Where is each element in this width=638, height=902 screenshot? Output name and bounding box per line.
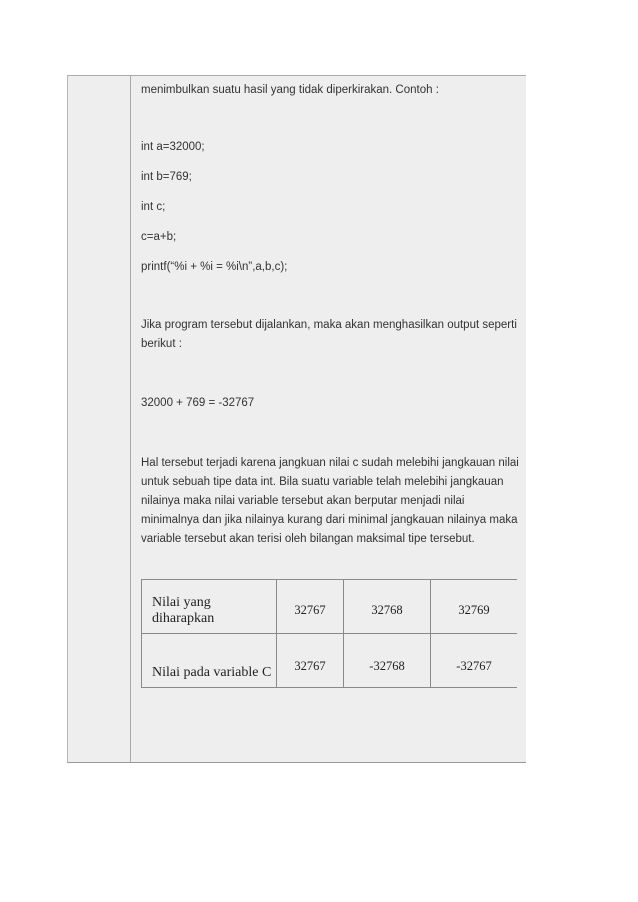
table-cell xyxy=(431,580,517,633)
table-cell xyxy=(277,634,344,687)
table-row xyxy=(142,634,517,687)
paragraph-line: berikut : xyxy=(141,338,182,350)
cell-value: 32767 xyxy=(294,659,326,673)
code-line: c=a+b; xyxy=(141,231,177,243)
cell-value: -32768 xyxy=(369,659,405,673)
table-cell xyxy=(344,634,431,687)
row-label: Nilai pada variable C xyxy=(152,665,272,680)
paragraph-line: Jika program tersebut dijalankan, maka akan menghasilkan output seperti xyxy=(141,319,517,331)
table-row xyxy=(142,580,517,634)
code-line: printf(“%i + %i = %i\n”,a,b,c); xyxy=(141,261,288,273)
row-label: Nilai yang diharapkan xyxy=(152,595,215,626)
code-line: int a=32000; xyxy=(141,141,205,153)
paragraph-line: nilainya maka nilai variable tersebut akan berputar menjadi nilai xyxy=(141,495,465,507)
paragraph-line: minimalnya dan jika nilainya kurang dari minimal jangkauan nilainya maka xyxy=(141,514,518,526)
table-cell xyxy=(431,634,517,687)
comparison-table xyxy=(141,579,517,688)
code-line: int c; xyxy=(141,201,166,213)
paragraph-line: variable tersebut akan terisi oleh bilangan maksimal tipe tersebut. xyxy=(141,533,475,545)
table-cell xyxy=(344,580,431,633)
intro-text: menimbulkan suatu hasil yang tidak diperkirakan. Contoh : xyxy=(141,84,439,96)
cell-value: -32767 xyxy=(456,659,492,673)
cell-value: 32769 xyxy=(458,603,490,617)
cell-value: 32767 xyxy=(294,603,326,617)
cell-value: 32768 xyxy=(371,603,403,617)
left-column xyxy=(68,76,131,762)
code-line: int b=769; xyxy=(141,171,192,183)
table-cell xyxy=(277,580,344,633)
output-text: 32000 + 769 = -32767 xyxy=(141,397,255,409)
row-header-cell xyxy=(142,634,277,687)
row-header-cell xyxy=(142,580,277,633)
paragraph-line: untuk sebuah tipe data int. Bila suatu variable telah melebihi jangkauan xyxy=(141,476,504,488)
paragraph-line: Hal tersebut terjadi karena jangkuan nilai c sudah melebihi jangkauan nilai xyxy=(141,457,519,469)
content-frame xyxy=(67,75,526,763)
